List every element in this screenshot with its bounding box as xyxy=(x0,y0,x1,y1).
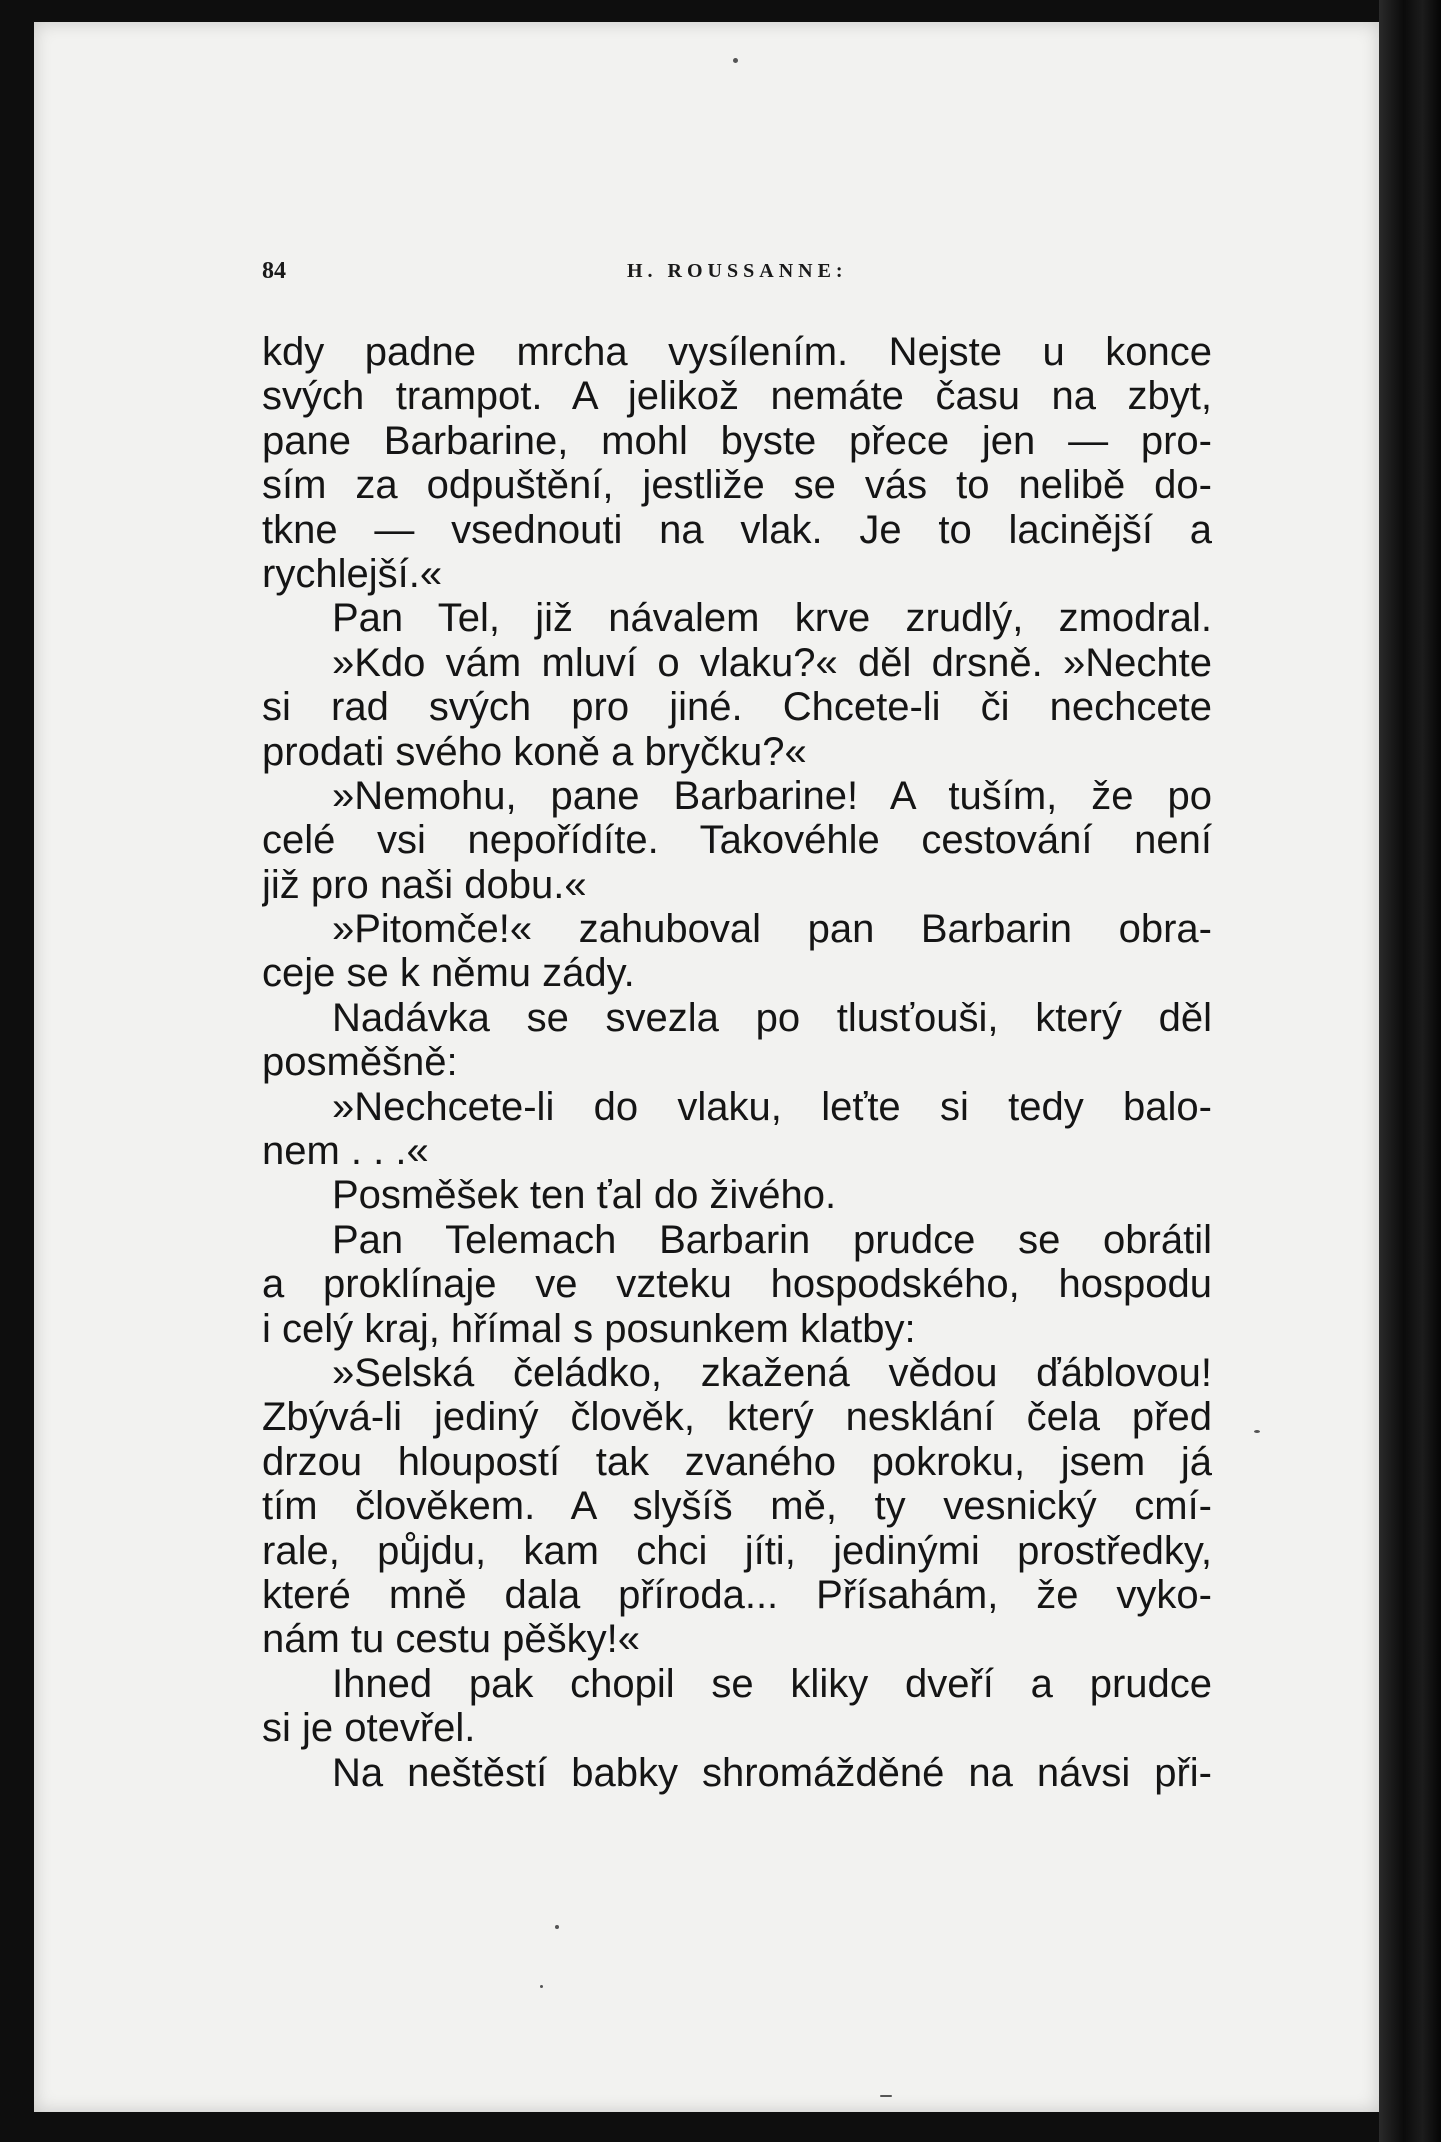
text-line: svých trampot. A jelikož nemáte času na zbyt, xyxy=(262,374,1212,419)
text-line: Pan Telemach Barbarin prudce se obrátil xyxy=(332,1217,1212,1262)
text-line: drzou hloupostí tak zvaného pokroku, jsem já xyxy=(262,1439,1212,1484)
text-line: které mně dala příroda... Přísahám, že vyko- xyxy=(262,1572,1212,1617)
text-line: rychlejší.« xyxy=(262,551,443,596)
paper-speck xyxy=(733,58,738,63)
text-line: Ihned pak chopil se kliky dveří a prudce xyxy=(332,1661,1212,1706)
text-line: již pro naši dobu.« xyxy=(262,862,587,907)
text-line: prodati svého koně a bryčku?« xyxy=(262,729,807,774)
text-line: tkne — vsednouti na vlak. Je to lacinější a xyxy=(262,507,1212,552)
text-line: »Nechcete-li do vlaku, leťte si tedy balo- xyxy=(332,1084,1212,1129)
author-header: H. ROUSSANNE: xyxy=(627,260,848,282)
text-line: si je otevřel. xyxy=(262,1706,476,1751)
text-line: posměšně: xyxy=(262,1040,458,1085)
text-line: Posměšek ten ťal do živého. xyxy=(332,1173,837,1218)
text-line: Nadávka se svezla po tlusťouši, který děl xyxy=(332,995,1212,1040)
text-line: pane Barbarine, mohl byste přece jen — pro- xyxy=(262,418,1212,463)
text-line: tím člověkem. A slyšíš mě, ty vesnický cmí- xyxy=(262,1484,1212,1529)
text-line: a proklínaje ve vzteku hospodského, hospodu xyxy=(262,1262,1212,1307)
text-line: ceje se k němu zády. xyxy=(262,951,635,996)
paper-speck xyxy=(540,1985,543,1988)
text-line: i celý kraj, hřímal s posunkem klatby: xyxy=(262,1306,916,1351)
page-number: 84 xyxy=(262,258,286,284)
text-line: »Nemohu, pane Barbarine! A tuším, že po xyxy=(332,773,1212,818)
text-line: sím za odpuštění, jestliže se vás to nelibě do- xyxy=(262,463,1212,508)
text-line: nem . . .« xyxy=(262,1129,429,1174)
text-line: si rad svých pro jiné. Chcete-li či nechcete xyxy=(262,685,1212,730)
book-binding-edge xyxy=(1379,0,1441,2142)
body-text xyxy=(262,330,1212,1795)
paper-speck xyxy=(555,1925,559,1929)
paper-speck xyxy=(1254,1430,1260,1433)
text-line: »Kdo vám mluví o vlaku?« děl drsně. »Nechte xyxy=(332,640,1212,685)
text-line: nám tu cestu pěšky!« xyxy=(262,1617,640,1662)
running-head xyxy=(262,258,1212,288)
text-line: »Selská čeládko, zkažená vědou ďáblovou! xyxy=(332,1350,1212,1395)
text-line: rale, půjdu, kam chci jíti, jedinými prostředky, xyxy=(262,1528,1212,1573)
text-line: »Pitomče!« zahuboval pan Barbarin obra- xyxy=(332,907,1212,952)
text-line: Na neštěstí babky shromážděné na návsi při- xyxy=(332,1750,1212,1795)
text-line: Zbývá-li jediný člověk, který nesklání čela před xyxy=(262,1395,1212,1440)
text-line: kdy padne mrcha vysílením. Nejste u konce xyxy=(262,330,1212,374)
text-line: Pan Tel, již návalem krve zrudlý, zmodral. xyxy=(332,596,1212,641)
paper-speck xyxy=(880,2095,892,2097)
text-line: celé vsi nepořídíte. Takovéhle cestování není xyxy=(262,818,1212,863)
